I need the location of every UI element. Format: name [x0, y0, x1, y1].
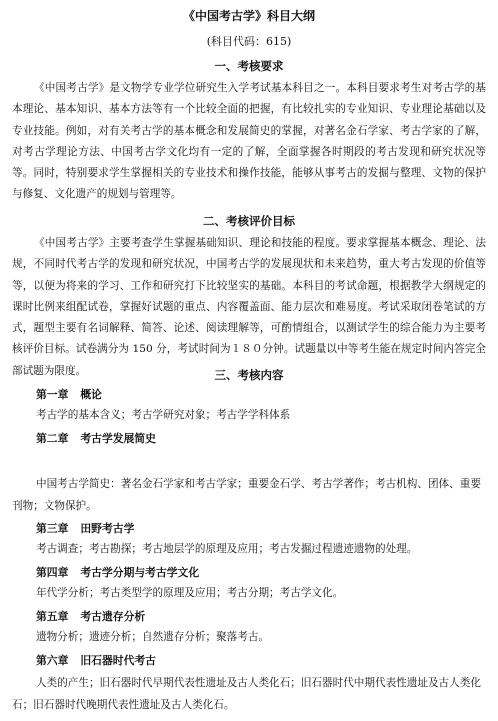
chapter-name: 考古学分期与考古学文化 — [80, 566, 200, 579]
chapter-content: 人类的产生；旧石器时代早期代表性遗址及古人类化石；旧石器时代中期代表性遗址及古人类化石；旧石器时代晚期代表性遗址及古人类化石。 — [12, 677, 481, 711]
chapter-heading — [36, 521, 134, 537]
chapter-content: 遗物分析；遗迹分析；自然遗存分析；聚落考古。 — [36, 631, 270, 643]
chapter-content: 考古学的基本含义；考古学研究对象；考古学学科体系 — [36, 409, 291, 421]
chapter-heading — [36, 431, 156, 447]
chapter-number: 第一章 — [36, 388, 69, 401]
chapter-content: 中国考古学简史：著名金石学家和考古学家；重要金石学、考古学著作；考古机构、团体、重要刊物；文物保护。 — [12, 478, 481, 512]
chapter-name: 旧石器时代考古 — [80, 654, 156, 667]
chapter-number: 第四章 — [36, 566, 69, 579]
subject-code: (科目代码：615) — [206, 35, 292, 48]
chapter-name: 考古遗存分析 — [80, 610, 146, 623]
section-paragraph-requirements: 《中国考古学》是文物学专业学位研究生入学考试基本科目之一。本科目要求考生对考古学的基本理论、基本知识、基本方法等有一个比较全面的把握，有比较扎实的专业知识、专业理论基础以及专业技能。例如，对有关考古学的基本概念和发展简史的掌握，对著名金石学家、考古学家的了解，对考古学理论方法、中国考古学文化均有一定的了解，全面掌握各时期段的考古发现和研究状况等等。同时，特别要求学生掌握相关的专业技术和操作技能，能够从事考古的发掘与整理、文物的保护与修复、文化遗产的规划与管理等。 — [12, 82, 486, 201]
section-heading-content: 三、考核内容 — [214, 368, 284, 382]
chapter-heading — [36, 609, 145, 625]
document-title: 《中国考古学》科目大纲 — [182, 9, 315, 23]
chapter-name: 田野考古学 — [80, 522, 135, 535]
chapter-number: 第二章 — [36, 432, 69, 445]
chapter-number: 第六章 — [36, 654, 69, 667]
chapter-name: 考古学发展简史 — [80, 432, 156, 445]
chapter-content: 考古调查；考古勘探；考古地层学的原理及应用；考古发掘过程遗迹遗物的处理。 — [36, 543, 418, 555]
section-heading-requirements: 一、考核要求 — [214, 59, 284, 73]
chapter-heading — [36, 565, 199, 581]
chapter-number: 第三章 — [36, 522, 69, 535]
chapter-name: 概论 — [80, 388, 102, 401]
section-heading-evaluation: 二、考核评价目标 — [203, 214, 295, 228]
chapter-content: 年代学分析；考古类型学的原理及应用；考古分期；考古学文化。 — [36, 587, 344, 599]
chapter-heading — [36, 653, 156, 669]
section-paragraph-evaluation: 《中国考古学》主要考查学生掌握基础知识、理论和技能的程度。要求掌握基本概念、理论、法规，不同时代考古学的发现和研究状况，中国考古学的发展现状和未来趋势，重大考古发现的价值等等，以便为将来的学习、工作和研究打下比较坚实的基础。本科目的考试命题，根据教学大纲规定的课时比例来组配试卷，掌握好试题的重点、内容覆盖面、能力层次和难易度。考试采取闭卷笔试的方式，题型主要有名词解释、简答、论述、阅读理解等，可酌情组合，以测试学生的综合能力为主要考核评价目标。试卷满分为 150 分，考试时间为１８０分钟。试题量以中等考生能在规定时间内答完全部试题为限度。 — [12, 237, 486, 377]
chapter-heading — [36, 387, 102, 403]
chapter-number: 第五章 — [36, 610, 69, 623]
